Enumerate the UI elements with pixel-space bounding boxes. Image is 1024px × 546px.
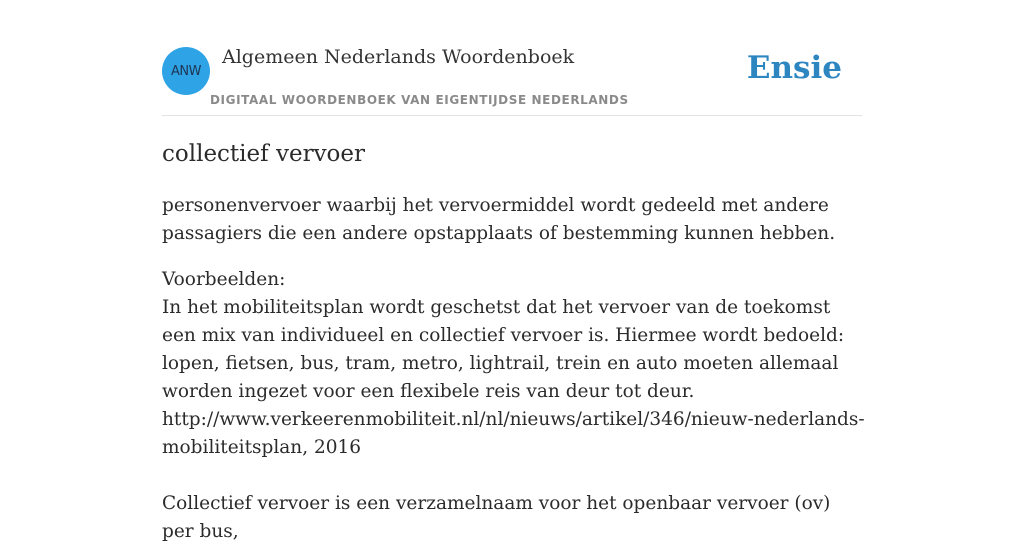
example-text: Collectief vervoer is een verzamelnaam voor het openbaar vervoer (ov) per bus, bbox=[162, 493, 831, 542]
entry-content bbox=[162, 138, 867, 546]
site-tagline: DIGITAAL WOORDENBOEK VAN EIGENTIJDSE NEDERLANDS bbox=[210, 93, 629, 107]
site-header bbox=[162, 0, 862, 116]
entry-definition: personenvervoer waarbij het vervoermiddel wordt gedeeld met andere passagiers die een andere opstapplaats of bestemming kunnen hebben. bbox=[162, 195, 836, 244]
logo-text: ANW bbox=[171, 63, 201, 79]
site-title[interactable]: Algemeen Nederlands Woordenboek bbox=[222, 46, 575, 68]
examples-label: Voorbeelden: bbox=[162, 269, 286, 290]
examples-section bbox=[162, 266, 867, 546]
entry-title: collectief vervoer bbox=[162, 141, 366, 167]
example-spacer bbox=[162, 462, 867, 490]
ensie-brand-link[interactable]: Ensie bbox=[746, 50, 842, 86]
anw-logo[interactable] bbox=[162, 47, 210, 95]
example-source: http://www.verkeerenmobiliteit.nl/nl/nieuws/artikel/346/nieuw-nederlands-mobiliteitsplan, 2016 bbox=[162, 409, 865, 458]
example-text: In het mobiliteitsplan wordt geschetst dat het vervoer van de toekomst een mix van individueel en collectief vervoer is. Hiermee wordt bedoeld: lopen, fietsen, bus, tram, metro, lightrail, trein en auto moeten allemaal worden ingezet voor een flexibele reis van deur tot deur. bbox=[162, 297, 845, 402]
